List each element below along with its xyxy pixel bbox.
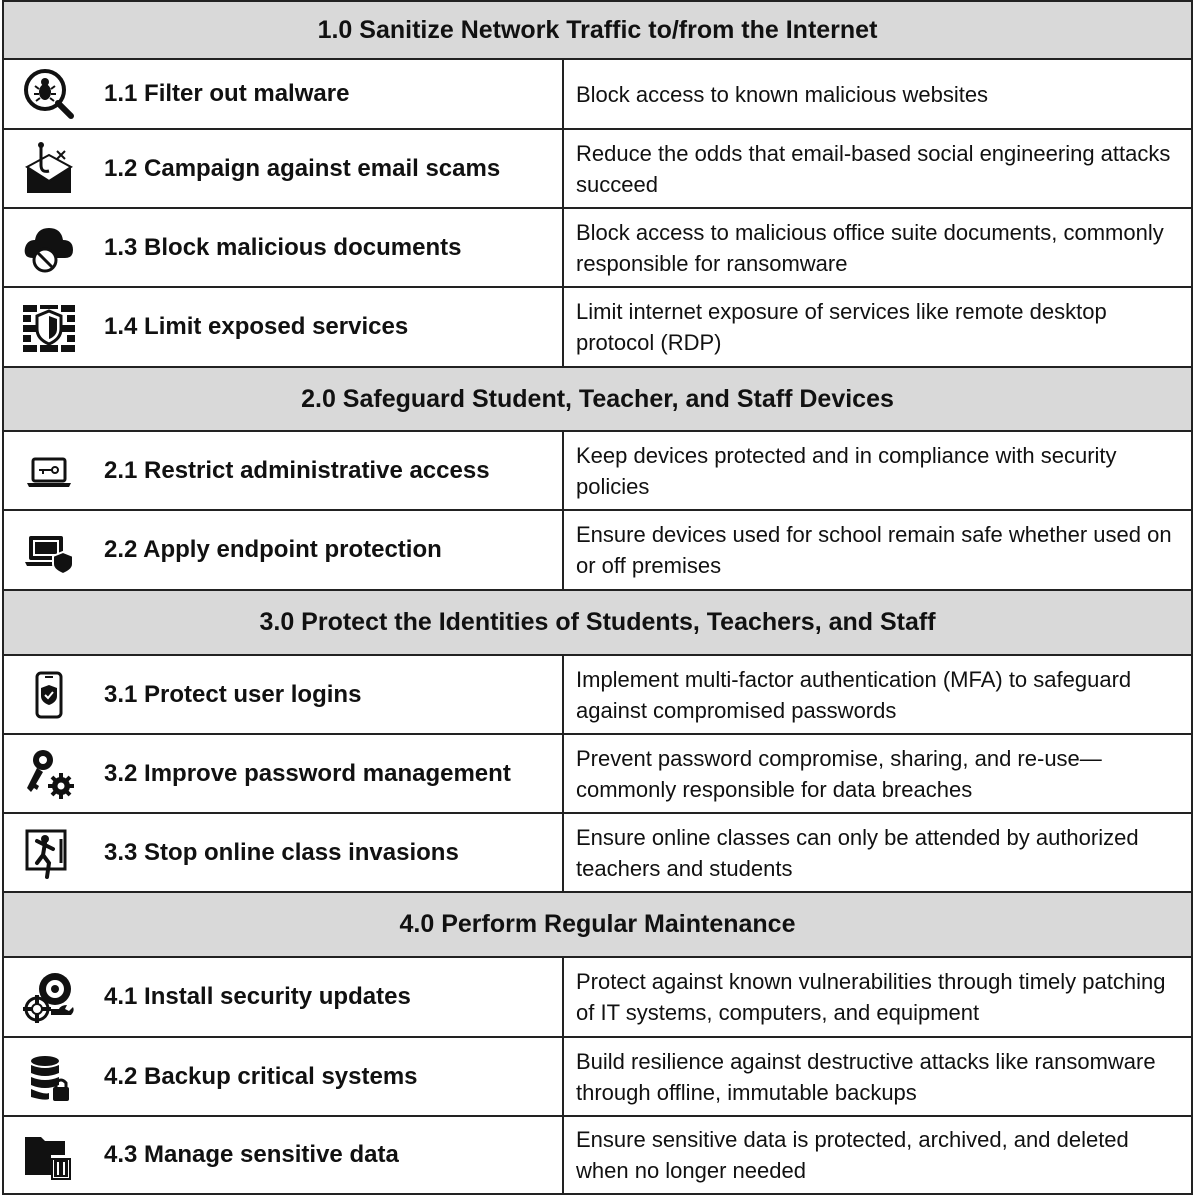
section-header-4: 4.0 Perform Regular Maintenance: [2, 891, 1193, 958]
item-title: 1.2 Campaign against email scams: [104, 154, 501, 182]
item-description: Ensure online classes can only be attended by authorized teachers and students: [576, 824, 1139, 881]
table-row: [2, 1117, 1193, 1195]
table-row: [2, 656, 1193, 735]
table-row: [2, 288, 1193, 368]
item-title: 4.3 Manage sensitive data: [104, 1141, 399, 1168]
table-row: [2, 209, 1193, 288]
laptop-key-icon: [18, 440, 80, 502]
item-title: 4.1 Install security updates: [104, 983, 411, 1010]
table-row: [2, 735, 1193, 814]
item-title: 1.4 Limit exposed services: [104, 313, 409, 340]
malware-search-icon: [18, 63, 80, 125]
database-lock-icon: [18, 1046, 80, 1108]
table-row: [2, 432, 1193, 511]
monitor-shield-icon: [18, 519, 80, 581]
section-header-3: 3.0 Protect the Identities of Students, Teachers, and Staff: [2, 589, 1193, 656]
intruder-window-icon: [18, 822, 80, 884]
section-header-2: 2.0 Safeguard Student, Teacher, and Staff Devices: [2, 366, 1193, 432]
item-description: Ensure devices used for school remain safe whether used on or off premises: [576, 522, 1172, 578]
item-description: Block access to known malicious websites: [576, 81, 989, 107]
item-description: Implement multi-factor authentication (MFA) to safeguard against compromised passwords: [576, 666, 1132, 723]
firewall-shield-icon: [18, 296, 80, 358]
item-title: 4.2 Backup critical systems: [104, 1062, 418, 1090]
item-title: 3.1 Protect user logins: [104, 680, 362, 708]
cloud-block-icon: [18, 217, 80, 279]
disc-gear-wrench-icon: [18, 966, 80, 1028]
table-row: [2, 958, 1193, 1038]
table-row: [2, 1038, 1193, 1117]
item-title: 2.1 Restrict administrative access: [104, 456, 490, 484]
phone-shield-icon: [18, 664, 80, 726]
item-description: Protect against known vulnerabilities through timely patching of IT systems, computers, and equipment: [576, 969, 1166, 1025]
table-row: [2, 60, 1193, 130]
table-row: [2, 130, 1193, 209]
item-title: 2.2 Apply endpoint protection: [104, 536, 442, 563]
item-title: 1.1 Filter out malware: [104, 80, 350, 107]
item-description: Keep devices protected and in compliance with security policies: [576, 442, 1117, 499]
item-title: 1.3 Block malicious documents: [104, 233, 462, 261]
item-description: Ensure sensitive data is protected, archived, and deleted when no longer needed: [576, 1127, 1129, 1183]
item-description: Build resilience against destructive attacks like ransomware through offline, immutable backups: [576, 1048, 1156, 1105]
email-phishing-icon: [18, 138, 80, 200]
item-description: Prevent password compromise, sharing, and re-use—commonly responsible for data breaches: [576, 745, 1102, 802]
item-title: 3.2 Improve password management: [104, 759, 511, 787]
item-title: 3.3 Stop online class invasions: [104, 838, 459, 866]
folder-trash-icon: [18, 1124, 80, 1186]
table-row: [2, 511, 1193, 591]
section-header-1: 1.0 Sanitize Network Traffic to/from the Internet: [2, 0, 1193, 60]
key-gear-icon: [18, 743, 80, 805]
table-row: [2, 814, 1193, 893]
item-description: Limit internet exposure of services like remote desktop protocol (RDP): [576, 299, 1107, 355]
item-description: Block access to malicious office suite documents, commonly responsible for ransomware: [576, 219, 1164, 276]
item-description: Reduce the odds that email-based social engineering attacks succeed: [576, 140, 1171, 197]
